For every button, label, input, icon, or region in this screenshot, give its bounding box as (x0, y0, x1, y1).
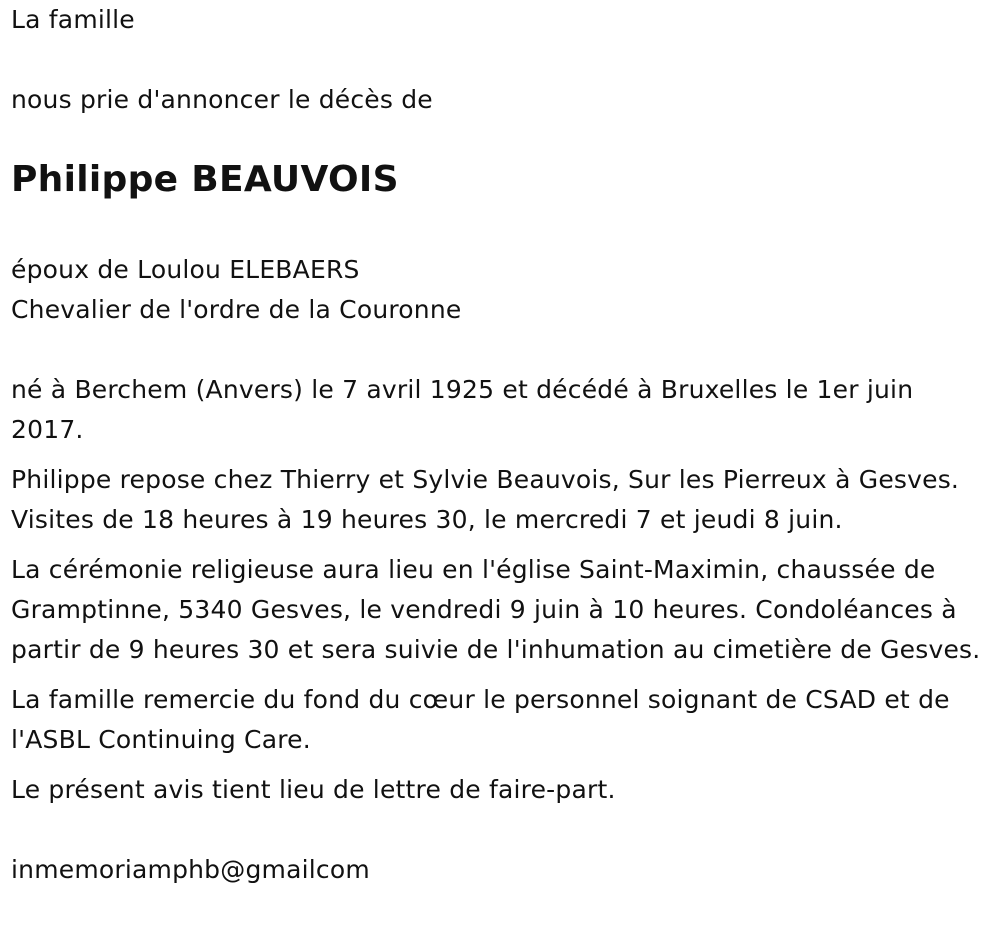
honor-line: Chevalier de l'ordre de la Couronne (11, 295, 462, 324)
notice-paragraph: Le présent avis tient lieu de lettre de faire-part. (11, 775, 616, 804)
spacer (11, 330, 993, 370)
opening-line: La famille (11, 5, 135, 34)
thanks-paragraph: La famille remercie du fond du cœur le personnel soignant de CSAD et de l'ASBL Continuing Care. (11, 685, 950, 754)
ceremony-paragraph: La cérémonie religieuse aura lieu en l'église Saint-Maximin, chaussée de Gramptinne, 5340 Gesves, le vendredi 9 juin à 10 heures. Condoléances à partir de 9 heures 30 et sera suivie de l'inhumation au cimetière de Gesves. (11, 555, 981, 664)
death-notice (11, 0, 993, 890)
birth-death-paragraph: né à Berchem (Anvers) le 7 avril 1925 et décédé à Bruxelles le 1er juin 2017. (11, 375, 914, 444)
spacer (11, 450, 993, 460)
spacer (11, 670, 993, 680)
spacer (11, 810, 993, 850)
spacer (11, 40, 993, 80)
deceased-name: Philippe BEAUVOIS (11, 159, 399, 200)
announcement-line: nous prie d'annoncer le décès de (11, 85, 433, 114)
spacer (11, 120, 993, 160)
spouse-line: époux de Loulou ELEBAERS (11, 255, 360, 284)
contact-email: inmemoriamphb@gmailcom (11, 855, 370, 884)
spacer (11, 200, 993, 250)
spacer (11, 760, 993, 770)
visitation-paragraph: Philippe repose chez Thierry et Sylvie Beauvois, Sur les Pierreux à Gesves. Visites de 18 heures à 19 heures 30, le mercredi 7 et jeudi 8 juin. (11, 465, 960, 534)
spacer (11, 540, 993, 550)
